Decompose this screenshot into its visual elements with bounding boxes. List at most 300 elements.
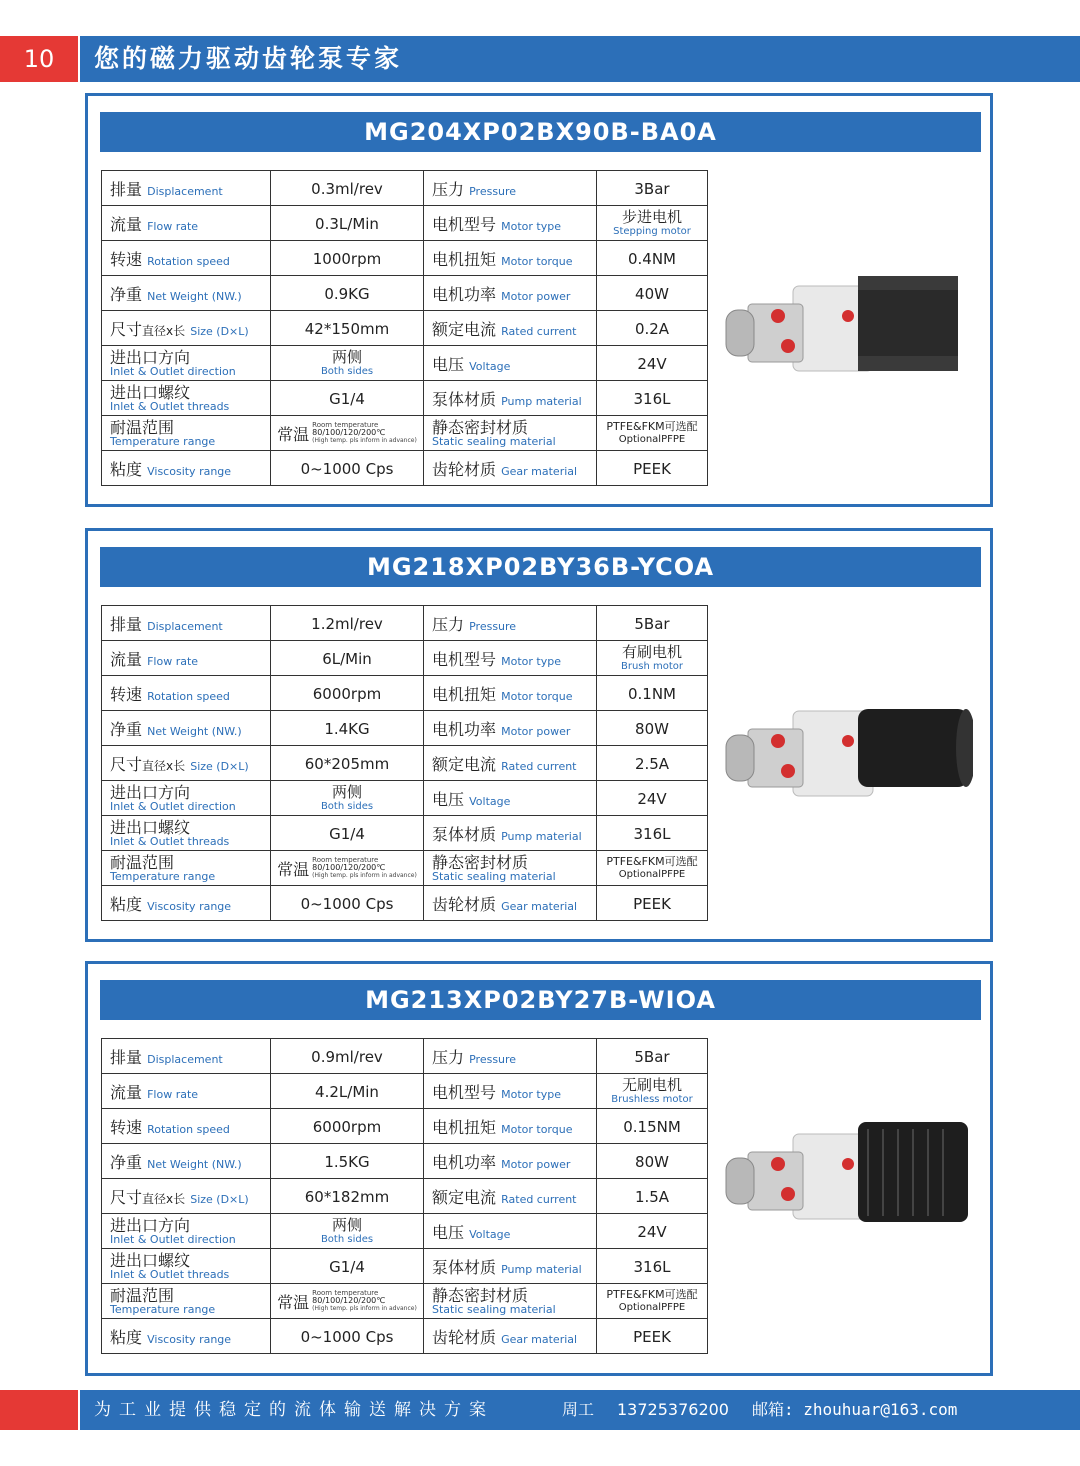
spec-value: 316L bbox=[633, 389, 671, 408]
spec-label-cell bbox=[102, 1179, 271, 1214]
row-label-cn: 转速 bbox=[110, 249, 143, 269]
row-label-en: Size (D×L) bbox=[190, 759, 249, 773]
spec-value: 316L bbox=[633, 1257, 671, 1276]
spec-value-cell bbox=[597, 1144, 708, 1179]
row-label-en: Flow rate bbox=[147, 654, 199, 668]
spec-value-cell bbox=[597, 676, 708, 711]
spec-value: 1.5A bbox=[634, 1187, 670, 1206]
spec-label-cell bbox=[102, 781, 271, 816]
spec-label-cell bbox=[424, 346, 597, 381]
row-label-en: Inlet & Outlet direction bbox=[110, 1232, 236, 1246]
spec-value-cell bbox=[597, 451, 708, 486]
row-label-en: Motor torque bbox=[501, 689, 573, 703]
spec-label-cell bbox=[424, 781, 597, 816]
spec-label-cell bbox=[102, 886, 271, 921]
motor-type-cn: 无刷电机 bbox=[621, 1076, 682, 1094]
spec-value-cell bbox=[271, 781, 424, 816]
pump-cap bbox=[726, 735, 754, 781]
row-label-cn: 泵体材质 bbox=[432, 824, 497, 844]
direction-en: Both sides bbox=[320, 801, 374, 812]
row-label-cn: 粘度 bbox=[110, 459, 143, 479]
table-row bbox=[102, 816, 708, 851]
row-label-cn: 电机型号 bbox=[432, 1082, 497, 1102]
row-label-cn: 电机功率 bbox=[432, 284, 497, 304]
table-row bbox=[102, 311, 708, 346]
footer-email: 邮箱: zhouhuar@163.com bbox=[752, 1400, 958, 1419]
row-label-en: Motor type bbox=[501, 1087, 561, 1101]
spec-value-cell bbox=[271, 1319, 424, 1354]
spec-value-cell bbox=[597, 1074, 708, 1109]
row-label-en: Motor torque bbox=[501, 254, 573, 268]
spec-value: 0.1NM bbox=[627, 684, 677, 703]
row-label-cn: 电机型号 bbox=[432, 214, 497, 234]
temp-cn: 常温 bbox=[277, 424, 310, 444]
spec-value-cell bbox=[597, 641, 708, 676]
row-label-en: Viscosity range bbox=[147, 899, 232, 913]
spec-value-cell bbox=[271, 676, 424, 711]
spec-label-cell bbox=[424, 1249, 597, 1284]
temp-line-1: Room temperature bbox=[312, 1289, 379, 1297]
spec-label-cell bbox=[424, 851, 597, 886]
motor-type-en: Brushless motor bbox=[611, 1094, 693, 1105]
row-label-cn: 净重 bbox=[110, 284, 143, 304]
spec-label-cell bbox=[102, 711, 271, 746]
row-label-en: Voltage bbox=[469, 1227, 511, 1241]
spec-label-cell bbox=[424, 451, 597, 486]
row-label-cn: 尺寸 bbox=[110, 1187, 143, 1207]
row-label-en: Gear material bbox=[501, 1332, 578, 1346]
row-label-en: Voltage bbox=[469, 794, 511, 808]
row-label-cn: 电压 bbox=[432, 354, 465, 374]
row-label-cn: 齿轮材质 bbox=[432, 459, 497, 479]
spec-value-cell bbox=[271, 276, 424, 311]
spec-value: PEEK bbox=[633, 1327, 671, 1346]
inlet-port bbox=[771, 309, 785, 323]
row-label-en: Size (D×L) bbox=[190, 1192, 249, 1206]
spec-value: 60*182mm bbox=[304, 1187, 390, 1206]
table-row bbox=[102, 1214, 708, 1249]
spec-value-cell bbox=[271, 606, 424, 641]
pump-illustration bbox=[708, 246, 973, 406]
spec-value: 2.5A bbox=[634, 754, 670, 773]
table-row bbox=[102, 381, 708, 416]
row-label-cn: 转速 bbox=[110, 684, 143, 704]
row-label-en: Inlet & Outlet threads bbox=[110, 1267, 230, 1281]
spec-value: 24V bbox=[637, 1222, 667, 1241]
side-port bbox=[842, 310, 854, 322]
spec-label-cell bbox=[424, 711, 597, 746]
footer-accent bbox=[0, 1390, 78, 1430]
temp-line-2: 80/100/120/200℃ bbox=[312, 428, 386, 437]
spec-value: 0.3L/Min bbox=[315, 214, 379, 233]
row-label-en: Rated current bbox=[501, 324, 577, 338]
row-label-en: Pump material bbox=[501, 1262, 582, 1276]
product-section bbox=[85, 93, 993, 507]
spec-value-cell bbox=[597, 781, 708, 816]
spec-value: 1.5KG bbox=[324, 1152, 370, 1171]
spec-value-cell bbox=[271, 1109, 424, 1144]
spec-value-cell bbox=[597, 206, 708, 241]
row-label-en: Pressure bbox=[469, 619, 517, 633]
row-label-cn: 尺寸 bbox=[110, 754, 143, 774]
outlet-port bbox=[781, 339, 795, 353]
spec-value: 0.15NM bbox=[623, 1117, 681, 1136]
row-label-cn: 耐温范围 bbox=[110, 1285, 175, 1305]
row-label-en: Inlet & Outlet direction bbox=[110, 799, 236, 813]
spec-value: 40W bbox=[635, 284, 669, 303]
spec-value: 60*205mm bbox=[304, 754, 390, 773]
row-label-en: Motor power bbox=[501, 1157, 571, 1171]
seal-options: PTFE&FKM可选配 bbox=[606, 420, 698, 433]
direction-en: Both sides bbox=[320, 366, 374, 377]
row-label-en: Inlet & Outlet direction bbox=[110, 364, 236, 378]
spec-table bbox=[101, 1038, 708, 1354]
page-footer bbox=[0, 1390, 1080, 1430]
spec-value-cell bbox=[597, 851, 708, 886]
spec-value-cell bbox=[271, 816, 424, 851]
row-label-cn: 耐温范围 bbox=[110, 852, 175, 872]
spec-label-cell bbox=[424, 1319, 597, 1354]
spec-value: 0.4NM bbox=[627, 249, 677, 268]
table-row bbox=[102, 781, 708, 816]
row-label-en: Static sealing material bbox=[432, 434, 556, 448]
row-label-en: Size (D×L) bbox=[190, 324, 249, 338]
spec-label-cell bbox=[424, 171, 597, 206]
temp-cn: 常温 bbox=[277, 859, 310, 879]
row-label-en: Displacement bbox=[147, 619, 223, 633]
seal-optional-material: PFPE bbox=[661, 869, 686, 880]
row-label-en: Static sealing material bbox=[432, 1302, 556, 1316]
row-label-en: Pump material bbox=[501, 394, 582, 408]
spec-label-cell bbox=[102, 451, 271, 486]
spec-value: G1/4 bbox=[329, 824, 365, 843]
seal-optional-en: Optional bbox=[618, 434, 662, 445]
spec-value: G1/4 bbox=[329, 1257, 365, 1276]
spec-label-cell bbox=[424, 1039, 597, 1074]
spec-value-cell bbox=[271, 346, 424, 381]
table-row bbox=[102, 171, 708, 206]
inlet-port bbox=[771, 734, 785, 748]
row-label-cn: 流量 bbox=[110, 214, 143, 234]
table-row bbox=[102, 1249, 708, 1284]
row-label-cn: 电机功率 bbox=[432, 719, 497, 739]
temp-line-3: (High temp. pls inform in advance) bbox=[312, 872, 417, 879]
row-label-en: Rotation speed bbox=[147, 254, 230, 268]
direction-cn: 两侧 bbox=[331, 348, 362, 366]
product-model-title: MG213XP02BY27B-WIOA bbox=[100, 980, 981, 1020]
row-label-cn: 电机扭矩 bbox=[432, 684, 497, 704]
seal-optional-en: Optional bbox=[618, 869, 662, 880]
spec-value-cell bbox=[597, 311, 708, 346]
spec-label-cell bbox=[102, 1074, 271, 1109]
row-label-cn: 电机型号 bbox=[432, 649, 497, 669]
row-label-cn: 排量 bbox=[110, 614, 143, 634]
temp-line-3: (High temp. pls inform in advance) bbox=[312, 1305, 417, 1312]
table-row bbox=[102, 641, 708, 676]
spec-value-cell bbox=[271, 1074, 424, 1109]
spec-value-cell bbox=[271, 241, 424, 276]
row-label-en: Motor type bbox=[501, 654, 561, 668]
product-section bbox=[85, 961, 993, 1376]
spec-label-cell bbox=[424, 1109, 597, 1144]
spec-label-cell bbox=[102, 311, 271, 346]
row-label-en: Pump material bbox=[501, 829, 582, 843]
pump-illustration bbox=[708, 1094, 973, 1254]
spec-value-cell bbox=[597, 381, 708, 416]
row-label-cn: 进出口螺纹 bbox=[110, 1250, 191, 1270]
spec-value: 24V bbox=[637, 354, 667, 373]
spec-value: 42*150mm bbox=[304, 319, 390, 338]
spec-value: 24V bbox=[637, 789, 667, 808]
row-label-en: Voltage bbox=[469, 359, 511, 373]
spec-label-cell bbox=[424, 311, 597, 346]
footer-slogan: 为工业提供稳定的流体输送解决方案 bbox=[94, 1400, 494, 1420]
row-label-cn: 尺寸 bbox=[110, 319, 143, 339]
motor-type-en: Brush motor bbox=[620, 661, 684, 672]
table-row bbox=[102, 1179, 708, 1214]
spec-label-cell bbox=[102, 1144, 271, 1179]
table-row bbox=[102, 1144, 708, 1179]
table-row bbox=[102, 851, 708, 886]
spec-value: 0~1000 Cps bbox=[300, 1327, 394, 1346]
row-label-cn: 进出口方向 bbox=[110, 347, 191, 367]
row-label-cn: 排量 bbox=[110, 1047, 143, 1067]
row-label-en: Viscosity range bbox=[147, 464, 232, 478]
row-label-en: Net Weight (NW.) bbox=[147, 724, 242, 738]
row-label-cn: 静态密封材质 bbox=[432, 417, 529, 437]
spec-value: 0.9ml/rev bbox=[311, 1047, 383, 1066]
product-image bbox=[708, 671, 973, 835]
spec-label-cell bbox=[102, 746, 271, 781]
spec-label-cell bbox=[102, 641, 271, 676]
row-label-cn: 泵体材质 bbox=[432, 1257, 497, 1277]
table-row bbox=[102, 241, 708, 276]
spec-label-cell bbox=[102, 1039, 271, 1074]
spec-label-cell bbox=[102, 381, 271, 416]
seal-options: PTFE&FKM可选配 bbox=[606, 1288, 698, 1301]
direction-cn: 两侧 bbox=[331, 1216, 362, 1234]
page-title: 您的磁力驱动齿轮泵专家 bbox=[94, 44, 403, 73]
spec-value-cell bbox=[597, 1179, 708, 1214]
row-label-en: Temperature range bbox=[110, 869, 216, 883]
row-label-cn: 齿轮材质 bbox=[432, 1327, 497, 1347]
temp-line-1: Room temperature bbox=[312, 421, 379, 429]
row-label-en: Displacement bbox=[147, 184, 223, 198]
spec-label-cell bbox=[424, 276, 597, 311]
row-label-cn-small: 直径x长 bbox=[142, 323, 186, 338]
row-label-cn: 电压 bbox=[432, 1222, 465, 1242]
spec-value-cell bbox=[597, 1319, 708, 1354]
spec-value-cell bbox=[271, 1284, 424, 1319]
spec-value: PEEK bbox=[633, 894, 671, 913]
spec-label-cell bbox=[424, 606, 597, 641]
spec-label-cell bbox=[102, 606, 271, 641]
spec-label-cell bbox=[102, 1214, 271, 1249]
direction-en: Both sides bbox=[320, 1234, 374, 1245]
spec-value: 5Bar bbox=[634, 614, 670, 633]
side-port bbox=[842, 1158, 854, 1170]
spec-label-cell bbox=[102, 676, 271, 711]
spec-value-cell bbox=[271, 1144, 424, 1179]
row-label-cn: 泵体材质 bbox=[432, 389, 497, 409]
motor-type-cn: 有刷电机 bbox=[621, 643, 682, 661]
row-label-cn: 进出口方向 bbox=[110, 1215, 191, 1235]
motor-type-en: Stepping motor bbox=[613, 226, 691, 237]
row-label-en: Viscosity range bbox=[147, 1332, 232, 1346]
motor-type-cn: 步进电机 bbox=[621, 208, 682, 226]
spec-value-cell bbox=[271, 746, 424, 781]
row-label-cn: 额定电流 bbox=[432, 319, 497, 339]
spec-label-cell bbox=[424, 1074, 597, 1109]
table-row bbox=[102, 676, 708, 711]
spec-label-cell bbox=[102, 851, 271, 886]
row-label-en: Pressure bbox=[469, 184, 517, 198]
spec-value-cell bbox=[597, 606, 708, 641]
spec-label-cell bbox=[424, 206, 597, 241]
row-label-en: Flow rate bbox=[147, 1087, 199, 1101]
spec-label-cell bbox=[424, 1284, 597, 1319]
spec-label-cell bbox=[102, 1249, 271, 1284]
spec-value: 0.3ml/rev bbox=[311, 179, 383, 198]
row-label-en: Motor torque bbox=[501, 1122, 573, 1136]
spec-value-cell bbox=[271, 851, 424, 886]
header-bar bbox=[80, 36, 1080, 82]
row-label-cn: 流量 bbox=[110, 1082, 143, 1102]
spec-value: 316L bbox=[633, 824, 671, 843]
side-port bbox=[842, 735, 854, 747]
row-label-cn: 额定电流 bbox=[432, 754, 497, 774]
pump-cap bbox=[726, 310, 754, 356]
spec-value: 0~1000 Cps bbox=[300, 459, 394, 478]
spec-label-cell bbox=[102, 416, 271, 451]
spec-value-cell bbox=[597, 711, 708, 746]
row-label-en: Rated current bbox=[501, 1192, 577, 1206]
spec-value: 0.9KG bbox=[324, 284, 370, 303]
spec-label-cell bbox=[102, 1284, 271, 1319]
spec-value: 80W bbox=[635, 719, 669, 738]
row-label-cn: 净重 bbox=[110, 719, 143, 739]
spec-value: 6000rpm bbox=[312, 1117, 382, 1136]
spec-value-cell bbox=[271, 1214, 424, 1249]
footer-phone: 13725376200 bbox=[617, 1400, 729, 1419]
spec-value-cell bbox=[271, 886, 424, 921]
temp-cn: 常温 bbox=[277, 1292, 310, 1312]
row-label-cn: 额定电流 bbox=[432, 1187, 497, 1207]
row-label-en: Flow rate bbox=[147, 219, 199, 233]
temp-line-1: Room temperature bbox=[312, 856, 379, 864]
page-header bbox=[0, 36, 1080, 82]
spec-label-cell bbox=[102, 241, 271, 276]
spec-label-cell bbox=[424, 241, 597, 276]
row-label-cn: 齿轮材质 bbox=[432, 894, 497, 914]
spec-label-cell bbox=[424, 1179, 597, 1214]
pump-illustration bbox=[708, 671, 973, 831]
table-row bbox=[102, 416, 708, 451]
spec-value-cell bbox=[271, 1249, 424, 1284]
row-label-en: Inlet & Outlet threads bbox=[110, 399, 230, 413]
row-label-cn: 电机功率 bbox=[432, 1152, 497, 1172]
spec-table bbox=[101, 170, 708, 486]
temp-line-3: (High temp. pls inform in advance) bbox=[312, 437, 417, 444]
spec-value-cell bbox=[271, 311, 424, 346]
spec-label-cell bbox=[102, 206, 271, 241]
spec-label-cell bbox=[424, 641, 597, 676]
row-label-en: Motor power bbox=[501, 724, 571, 738]
temp-line-2: 80/100/120/200℃ bbox=[312, 1296, 386, 1305]
product-model-title: MG218XP02BY36B-YCOA bbox=[100, 547, 981, 587]
row-label-cn-small: 直径x长 bbox=[142, 758, 186, 773]
row-label-en: Inlet & Outlet threads bbox=[110, 834, 230, 848]
spec-value-cell bbox=[597, 346, 708, 381]
seal-optional-en: Optional bbox=[618, 1302, 662, 1313]
row-label-en: Displacement bbox=[147, 1052, 223, 1066]
spec-value: 0.2A bbox=[634, 319, 670, 338]
spec-table bbox=[101, 605, 708, 921]
spec-value: PEEK bbox=[633, 459, 671, 478]
row-label-en: Rated current bbox=[501, 759, 577, 773]
row-label-en: Net Weight (NW.) bbox=[147, 1157, 242, 1171]
product-model-title: MG204XP02BX90B-BA0A bbox=[100, 112, 981, 152]
spec-value-cell bbox=[597, 171, 708, 206]
seal-optional-material: PFPE bbox=[661, 1302, 686, 1313]
spec-label-cell bbox=[102, 346, 271, 381]
row-label-cn: 电机扭矩 bbox=[432, 249, 497, 269]
spec-value-cell bbox=[597, 886, 708, 921]
pump-cap bbox=[726, 1158, 754, 1204]
footer-bar bbox=[80, 1390, 1080, 1430]
spec-value-cell bbox=[271, 1039, 424, 1074]
row-label-cn: 流量 bbox=[110, 649, 143, 669]
row-label-en: Pressure bbox=[469, 1052, 517, 1066]
row-label-cn: 耐温范围 bbox=[110, 417, 175, 437]
row-label-cn: 进出口方向 bbox=[110, 782, 191, 802]
table-row bbox=[102, 606, 708, 641]
spec-value-cell bbox=[271, 1179, 424, 1214]
spec-value-cell bbox=[597, 816, 708, 851]
spec-value-cell bbox=[597, 1214, 708, 1249]
row-label-cn: 进出口螺纹 bbox=[110, 382, 191, 402]
spec-value-cell bbox=[597, 276, 708, 311]
row-label-en: Net Weight (NW.) bbox=[147, 289, 242, 303]
spec-label-cell bbox=[424, 1144, 597, 1179]
spec-value-cell bbox=[271, 416, 424, 451]
spec-value-cell bbox=[597, 1249, 708, 1284]
row-label-cn-small: 直径x长 bbox=[142, 1191, 186, 1206]
seal-options: PTFE&FKM可选配 bbox=[606, 855, 698, 868]
spec-value: 1.4KG bbox=[324, 719, 370, 738]
table-row bbox=[102, 1074, 708, 1109]
spec-label-cell bbox=[424, 746, 597, 781]
row-label-cn: 粘度 bbox=[110, 1327, 143, 1347]
row-label-cn: 压力 bbox=[432, 614, 465, 634]
spec-value: G1/4 bbox=[329, 389, 365, 408]
page-number: 10 bbox=[0, 36, 78, 82]
spec-label-cell bbox=[102, 1109, 271, 1144]
row-label-en: Motor type bbox=[501, 219, 561, 233]
spec-value-cell bbox=[597, 746, 708, 781]
row-label-en: Temperature range bbox=[110, 434, 216, 448]
row-label-cn: 静态密封材质 bbox=[432, 852, 529, 872]
spec-value-cell bbox=[271, 381, 424, 416]
outlet-port bbox=[781, 1187, 795, 1201]
table-row bbox=[102, 1109, 708, 1144]
spec-label-cell bbox=[424, 816, 597, 851]
spec-value-cell bbox=[597, 416, 708, 451]
spec-value-cell bbox=[597, 241, 708, 276]
table-row bbox=[102, 276, 708, 311]
spec-value: 6L/Min bbox=[322, 649, 372, 668]
row-label-en: Temperature range bbox=[110, 1302, 216, 1316]
